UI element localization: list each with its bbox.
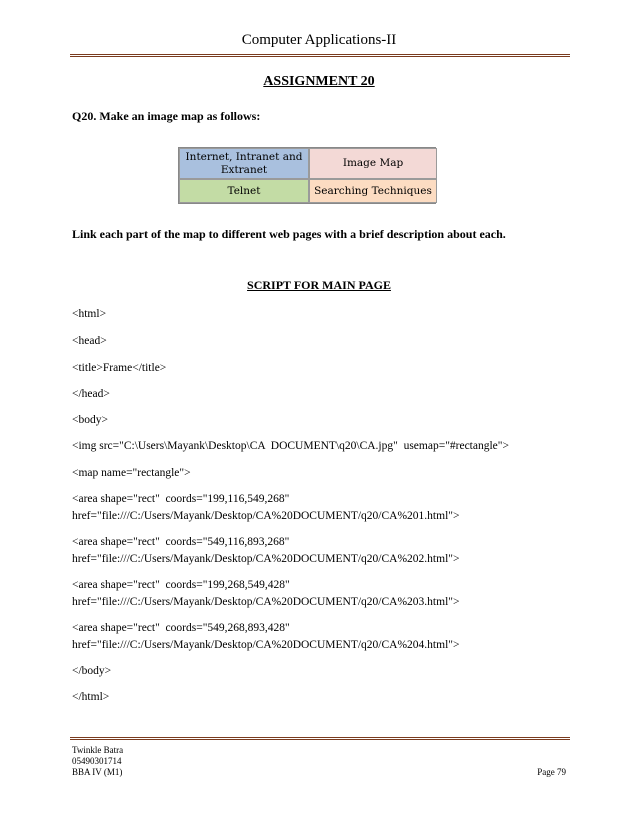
code-line: <img src="C:\Users\Mayank\Desktop\CA DOCUMENT\q20\CA.jpg" usemap="#rectangle"> [72, 440, 509, 452]
code-line: </head> [72, 388, 110, 400]
code-line: <head> [72, 335, 107, 347]
header-divider [70, 54, 570, 57]
code-line: <area shape="rect" coords="549,116,893,268" [72, 536, 290, 548]
code-line: href="file:///C:/Users/Mayank/Desktop/CA%20DOCUMENT/q20/CA%201.html"> [72, 510, 460, 522]
assignment-title: ASSIGNMENT 20 [263, 74, 375, 89]
footer-name: Twinkle Batra [72, 745, 124, 755]
question-text: Q20. Make an image map as follows: [72, 109, 261, 123]
footer-roll: 05490301714 [72, 756, 122, 766]
map-cell-internet[interactable]: Internet, Intranet and Extranet [179, 148, 309, 179]
image-map-figure [178, 147, 436, 204]
map-cell-image-map[interactable]: Image Map [309, 148, 437, 179]
footer-class: BBA IV (M1) [72, 767, 123, 777]
code-line: <area shape="rect" coords="199,116,549,268" [72, 493, 290, 505]
code-line: href="file:///C:/Users/Mayank/Desktop/CA%20DOCUMENT/q20/CA%202.html"> [72, 553, 460, 565]
link-description: Link each part of the map to different web pages with a brief description about each. [72, 227, 506, 241]
code-line: </html> [72, 691, 110, 703]
map-cell-searching[interactable]: Searching Techniques [309, 179, 437, 203]
code-line: href="file:///C:/Users/Mayank/Desktop/CA%20DOCUMENT/q20/CA%204.html"> [72, 639, 460, 651]
page-header-title: Computer Applications-II [241, 32, 397, 48]
code-line: <map name="rectangle"> [72, 467, 191, 479]
code-line: </body> [72, 665, 112, 677]
code-line: <title>Frame</title> [72, 362, 167, 374]
footer-author [72, 745, 123, 778]
code-line: <area shape="rect" coords="199,268,549,428" [72, 579, 290, 591]
code-line: href="file:///C:/Users/Mayank/Desktop/CA%20DOCUMENT/q20/CA%203.html"> [72, 596, 460, 608]
code-line: <html> [72, 308, 107, 320]
map-cell-telnet[interactable]: Telnet [179, 179, 309, 203]
footer-divider [70, 737, 570, 740]
script-title: SCRIPT FOR MAIN PAGE [247, 278, 391, 292]
code-line: <body> [72, 414, 108, 426]
code-line: <area shape="rect" coords="549,268,893,428" [72, 622, 290, 634]
page-number: Page 79 [537, 767, 566, 777]
